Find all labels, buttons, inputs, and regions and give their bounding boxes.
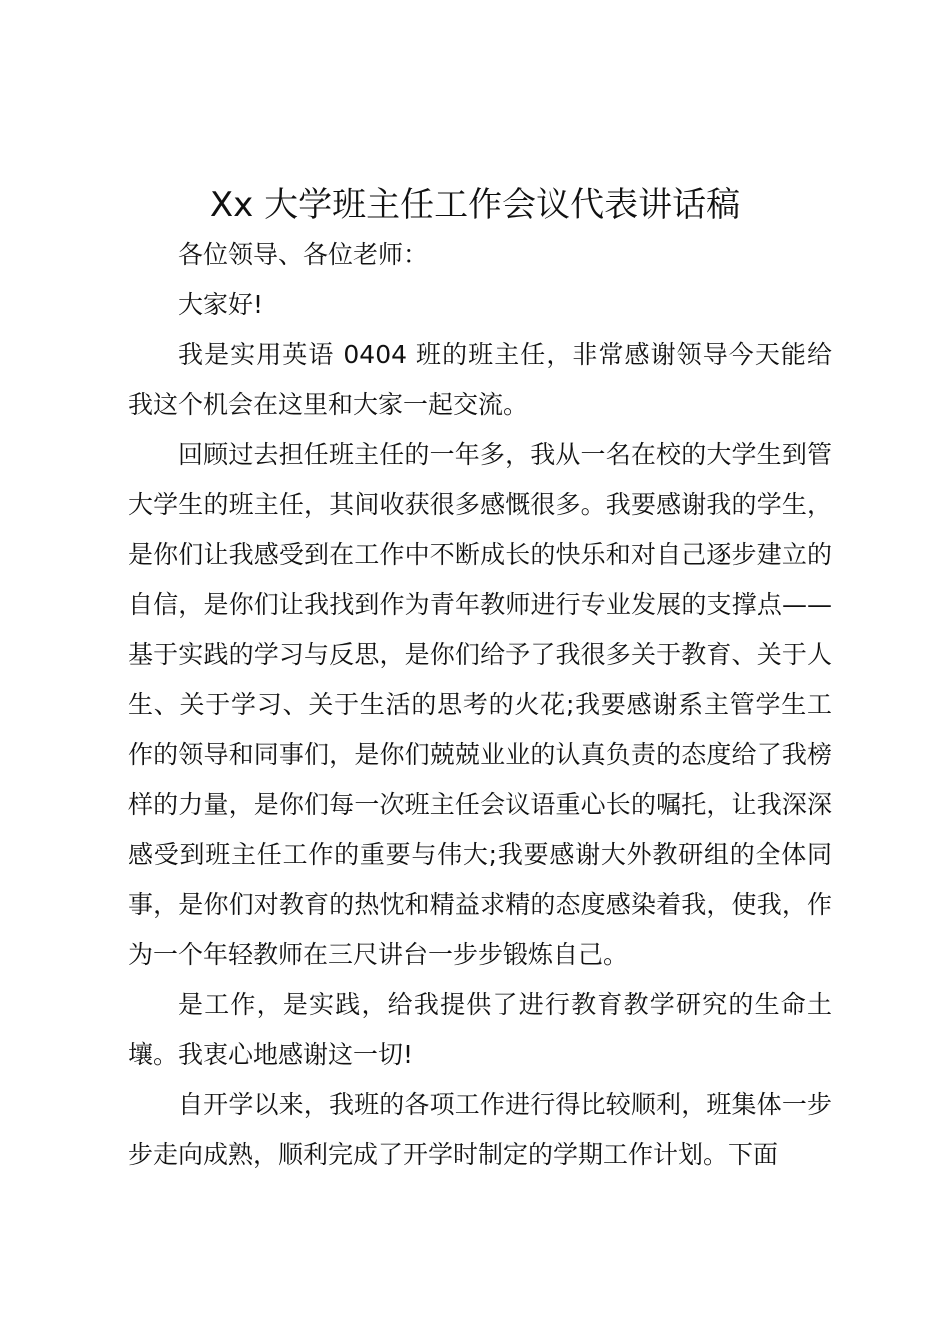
paragraph-practice: 是工作，是实践，给我提供了进行教育教学研究的生命土壤。我衷心地感谢这一切! bbox=[128, 990, 832, 1069]
document-title: Xx 大学班主任工作会议代表讲话稿 bbox=[209, 185, 741, 225]
paragraph-introduction: 我是实用英语 0404 班的班主任，非常感谢领导今天能给我这个机会在这里和大家一起交流。 bbox=[128, 340, 832, 419]
document-body bbox=[128, 230, 832, 1180]
paragraph-gratitude: 回顾过去担任班主任的一年多，我从一名在校的大学生到管大学生的班主任，其间收获很多感慨很多。我要感谢我的学生，是你们让我感受到在工作中不断成长的快乐和对自己逐步建立的自信，是你们让我找到作为青年教师进行专业发展的支撑点——基于实践的学习与反思，是你们给予了我很多关于教育、关于人生、关于学习、关于生活的思考的火花;我要感谢系主管学生工作的领导和同事们，是你们兢兢业业的认真负责的态度给了我榜样的力量，是你们每一次班主任会议语重心长的嘱托，让我深深感受到班主任工作的重要与伟大;我要感谢大外教研组的全体同事，是你们对教育的热忱和精益求精的态度感染着我，使我，作为一个年轻教师在三尺讲台一步步锻炼自己。 bbox=[128, 440, 832, 969]
paragraph-class-work: 自开学以来，我班的各项工作进行得比较顺利，班集体一步步走向成熟，顺利完成了开学时制定的学期工作计划。下面 bbox=[128, 1090, 832, 1169]
greeting: 大家好! bbox=[178, 290, 264, 319]
salutation: 各位领导、各位老师： bbox=[178, 240, 429, 269]
